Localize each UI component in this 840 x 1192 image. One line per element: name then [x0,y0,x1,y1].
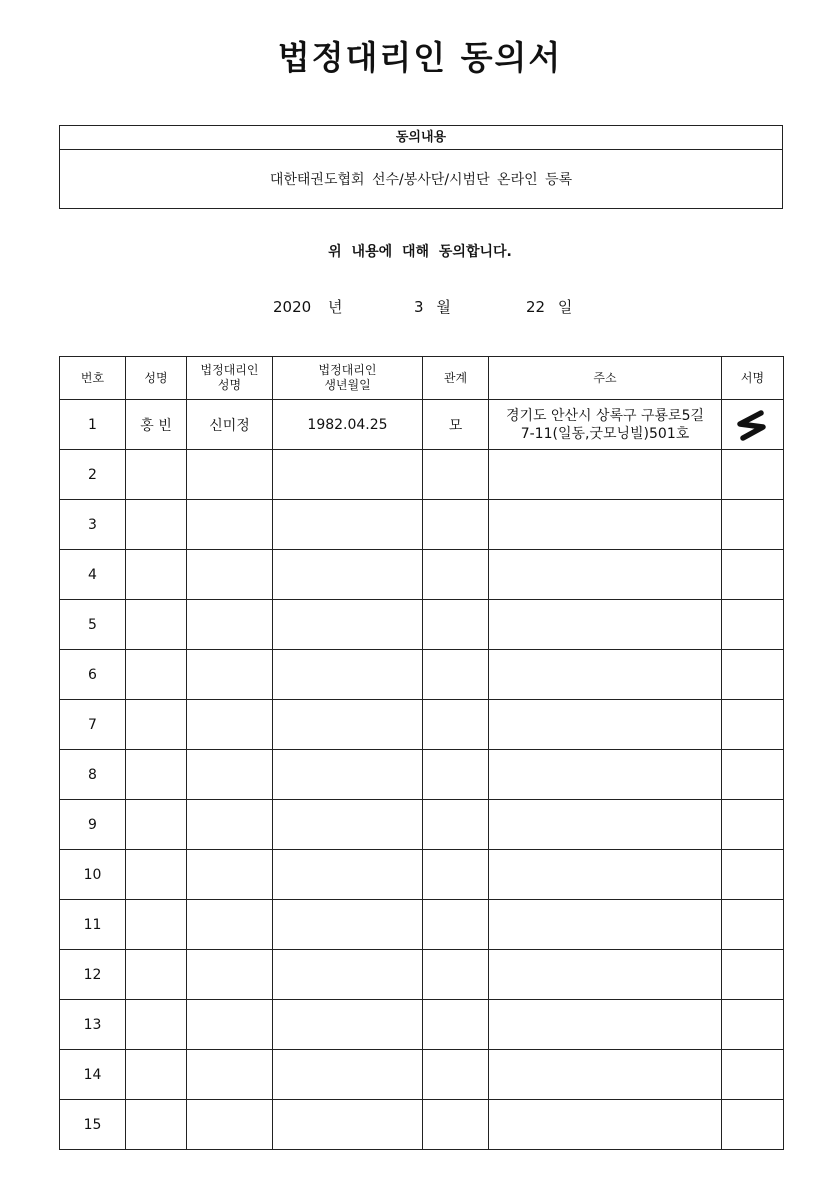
table-row [60,1050,784,1100]
cell-no: 1 [60,400,126,450]
cell-no: 9 [60,800,126,850]
cell-guardian-name [187,750,273,800]
cell-guardian-birth [273,700,423,750]
col-header-guardian-birth [273,357,423,400]
cell-address [489,1050,722,1100]
cell-address [489,400,722,450]
cell-address [489,850,722,900]
cell-relation [423,650,489,700]
cell-signature [722,800,784,850]
cell-guardian-name [187,700,273,750]
cell-address-line: 경기도 안산시 상록구 구룡로5길 [505,407,705,424]
consent-body: 대한태권도협회 선수/봉사단/시범단 온라인 등록 [269,172,573,188]
cell-signature [722,1100,784,1150]
cell-guardian-name [187,1050,273,1100]
cell-address [489,950,722,1000]
cell-relation [423,600,489,650]
col-header-relation: 관계 [423,357,489,400]
cell-guardian-name [187,550,273,600]
signature-scribble [731,408,775,442]
cell-name [126,700,187,750]
cell-name [126,750,187,800]
table-row [60,400,784,450]
date-year-group [273,296,342,317]
cell-signature [722,750,784,800]
cell-name [126,500,187,550]
col-header-guardian-birth-line1: 법정대리인 [318,363,377,377]
cell-guardian-birth [273,750,423,800]
cell-relation [423,1100,489,1150]
cell-name [126,800,187,850]
cell-guardian-birth [273,900,423,950]
cell-relation [423,850,489,900]
cell-name [126,900,187,950]
cell-name [126,450,187,500]
cell-relation [423,1000,489,1050]
date-day: 22 [526,298,546,316]
cell-name [126,850,187,900]
table-row [60,500,784,550]
cell-no: 15 [60,1100,126,1150]
table-header-row [60,357,784,400]
cell-signature [722,450,784,500]
table-row [60,850,784,900]
cell-no: 10 [60,850,126,900]
cell-signature [722,700,784,750]
cell-guardian-name [187,500,273,550]
cell-guardian-name [187,600,273,650]
cell-guardian-birth [273,1100,423,1150]
cell-relation [423,550,489,600]
cell-address [489,600,722,650]
date-day-group [526,296,572,317]
table-row [60,450,784,500]
cell-address [489,800,722,850]
cell-guardian-name [187,900,273,950]
col-header-guardian-name-line2: 성명 [217,378,242,392]
cell-name [126,1050,187,1100]
agree-statement: 위 내용에 대해 동의합니다. [328,244,512,260]
cell-no: 4 [60,550,126,600]
date-year: 2020 [273,298,312,316]
cell-relation [423,950,489,1000]
cell-no: 6 [60,650,126,700]
cell-relation [423,450,489,500]
cell-no: 12 [60,950,126,1000]
cell-relation [423,500,489,550]
cell-signature [722,400,784,450]
cell-relation [423,1050,489,1100]
table-row [60,1100,784,1150]
cell-guardian-birth [273,600,423,650]
table-row [60,600,784,650]
cell-signature [722,950,784,1000]
table-row [60,900,784,950]
cell-no: 7 [60,700,126,750]
col-header-signature: 서명 [722,357,784,400]
col-header-guardian-name [187,357,273,400]
cell-address [489,500,722,550]
date-year-unit: 년 [327,298,343,316]
cell-signature [722,900,784,950]
cell-guardian-birth [273,500,423,550]
cell-guardian-name [187,850,273,900]
cell-no: 14 [60,1050,126,1100]
table-row [60,1000,784,1050]
col-header-name: 성명 [126,357,187,400]
guardian-table [59,356,784,1150]
table-row [60,550,784,600]
cell-relation [423,700,489,750]
cell-name [126,950,187,1000]
cell-name [126,1000,187,1050]
cell-signature [722,850,784,900]
cell-no: 8 [60,750,126,800]
cell-guardian-birth [273,950,423,1000]
cell-guardian-name [187,1000,273,1050]
cell-signature [722,600,784,650]
date-month: 3 [414,298,424,316]
cell-address [489,450,722,500]
cell-signature [722,500,784,550]
col-header-guardian-birth-line2: 생년월일 [324,378,371,392]
cell-relation [423,900,489,950]
cell-signature [722,1050,784,1100]
page-title: 법정대리인 동의서 [277,38,563,77]
cell-address [489,550,722,600]
cell-name: 홍 빈 [126,400,187,450]
cell-guardian-birth [273,1000,423,1050]
cell-no: 5 [60,600,126,650]
cell-address [489,750,722,800]
consent-header: 동의내용 [60,126,782,150]
table-row [60,950,784,1000]
cell-relation [423,800,489,850]
cell-address [489,700,722,750]
col-header-guardian-name-line1: 법정대리인 [200,363,259,377]
cell-guardian-name [187,650,273,700]
cell-no: 2 [60,450,126,500]
cell-guardian-name: 신미정 [187,400,273,450]
cell-guardian-birth [273,650,423,700]
cell-guardian-birth: 1982.04.25 [273,400,423,450]
col-header-no: 번호 [60,357,126,400]
cell-signature [722,550,784,600]
cell-guardian-birth [273,850,423,900]
cell-guardian-name [187,800,273,850]
consent-box [59,125,783,209]
cell-address [489,1000,722,1050]
col-header-address: 주소 [489,357,722,400]
table-row [60,800,784,850]
cell-no: 3 [60,500,126,550]
cell-signature [722,1000,784,1050]
cell-address [489,650,722,700]
cell-guardian-birth [273,800,423,850]
cell-name [126,600,187,650]
cell-address [489,900,722,950]
table-row [60,750,784,800]
cell-guardian-name [187,1100,273,1150]
cell-relation [423,750,489,800]
cell-guardian-birth [273,1050,423,1100]
cell-no: 13 [60,1000,126,1050]
cell-address [489,1100,722,1150]
date-day-unit: 일 [557,298,573,316]
cell-relation: 모 [423,400,489,450]
cell-guardian-name [187,950,273,1000]
table-row [60,650,784,700]
cell-no: 11 [60,900,126,950]
cell-signature [722,650,784,700]
cell-guardian-birth [273,450,423,500]
date-month-unit: 월 [436,298,451,316]
cell-name [126,550,187,600]
cell-name [126,650,187,700]
cell-guardian-name [187,450,273,500]
cell-name [126,1100,187,1150]
table-row [60,700,784,750]
cell-address-line: 7-11(일동,굿모닝빌)501호 [520,425,690,442]
date-month-group [414,296,451,317]
cell-guardian-birth [273,550,423,600]
